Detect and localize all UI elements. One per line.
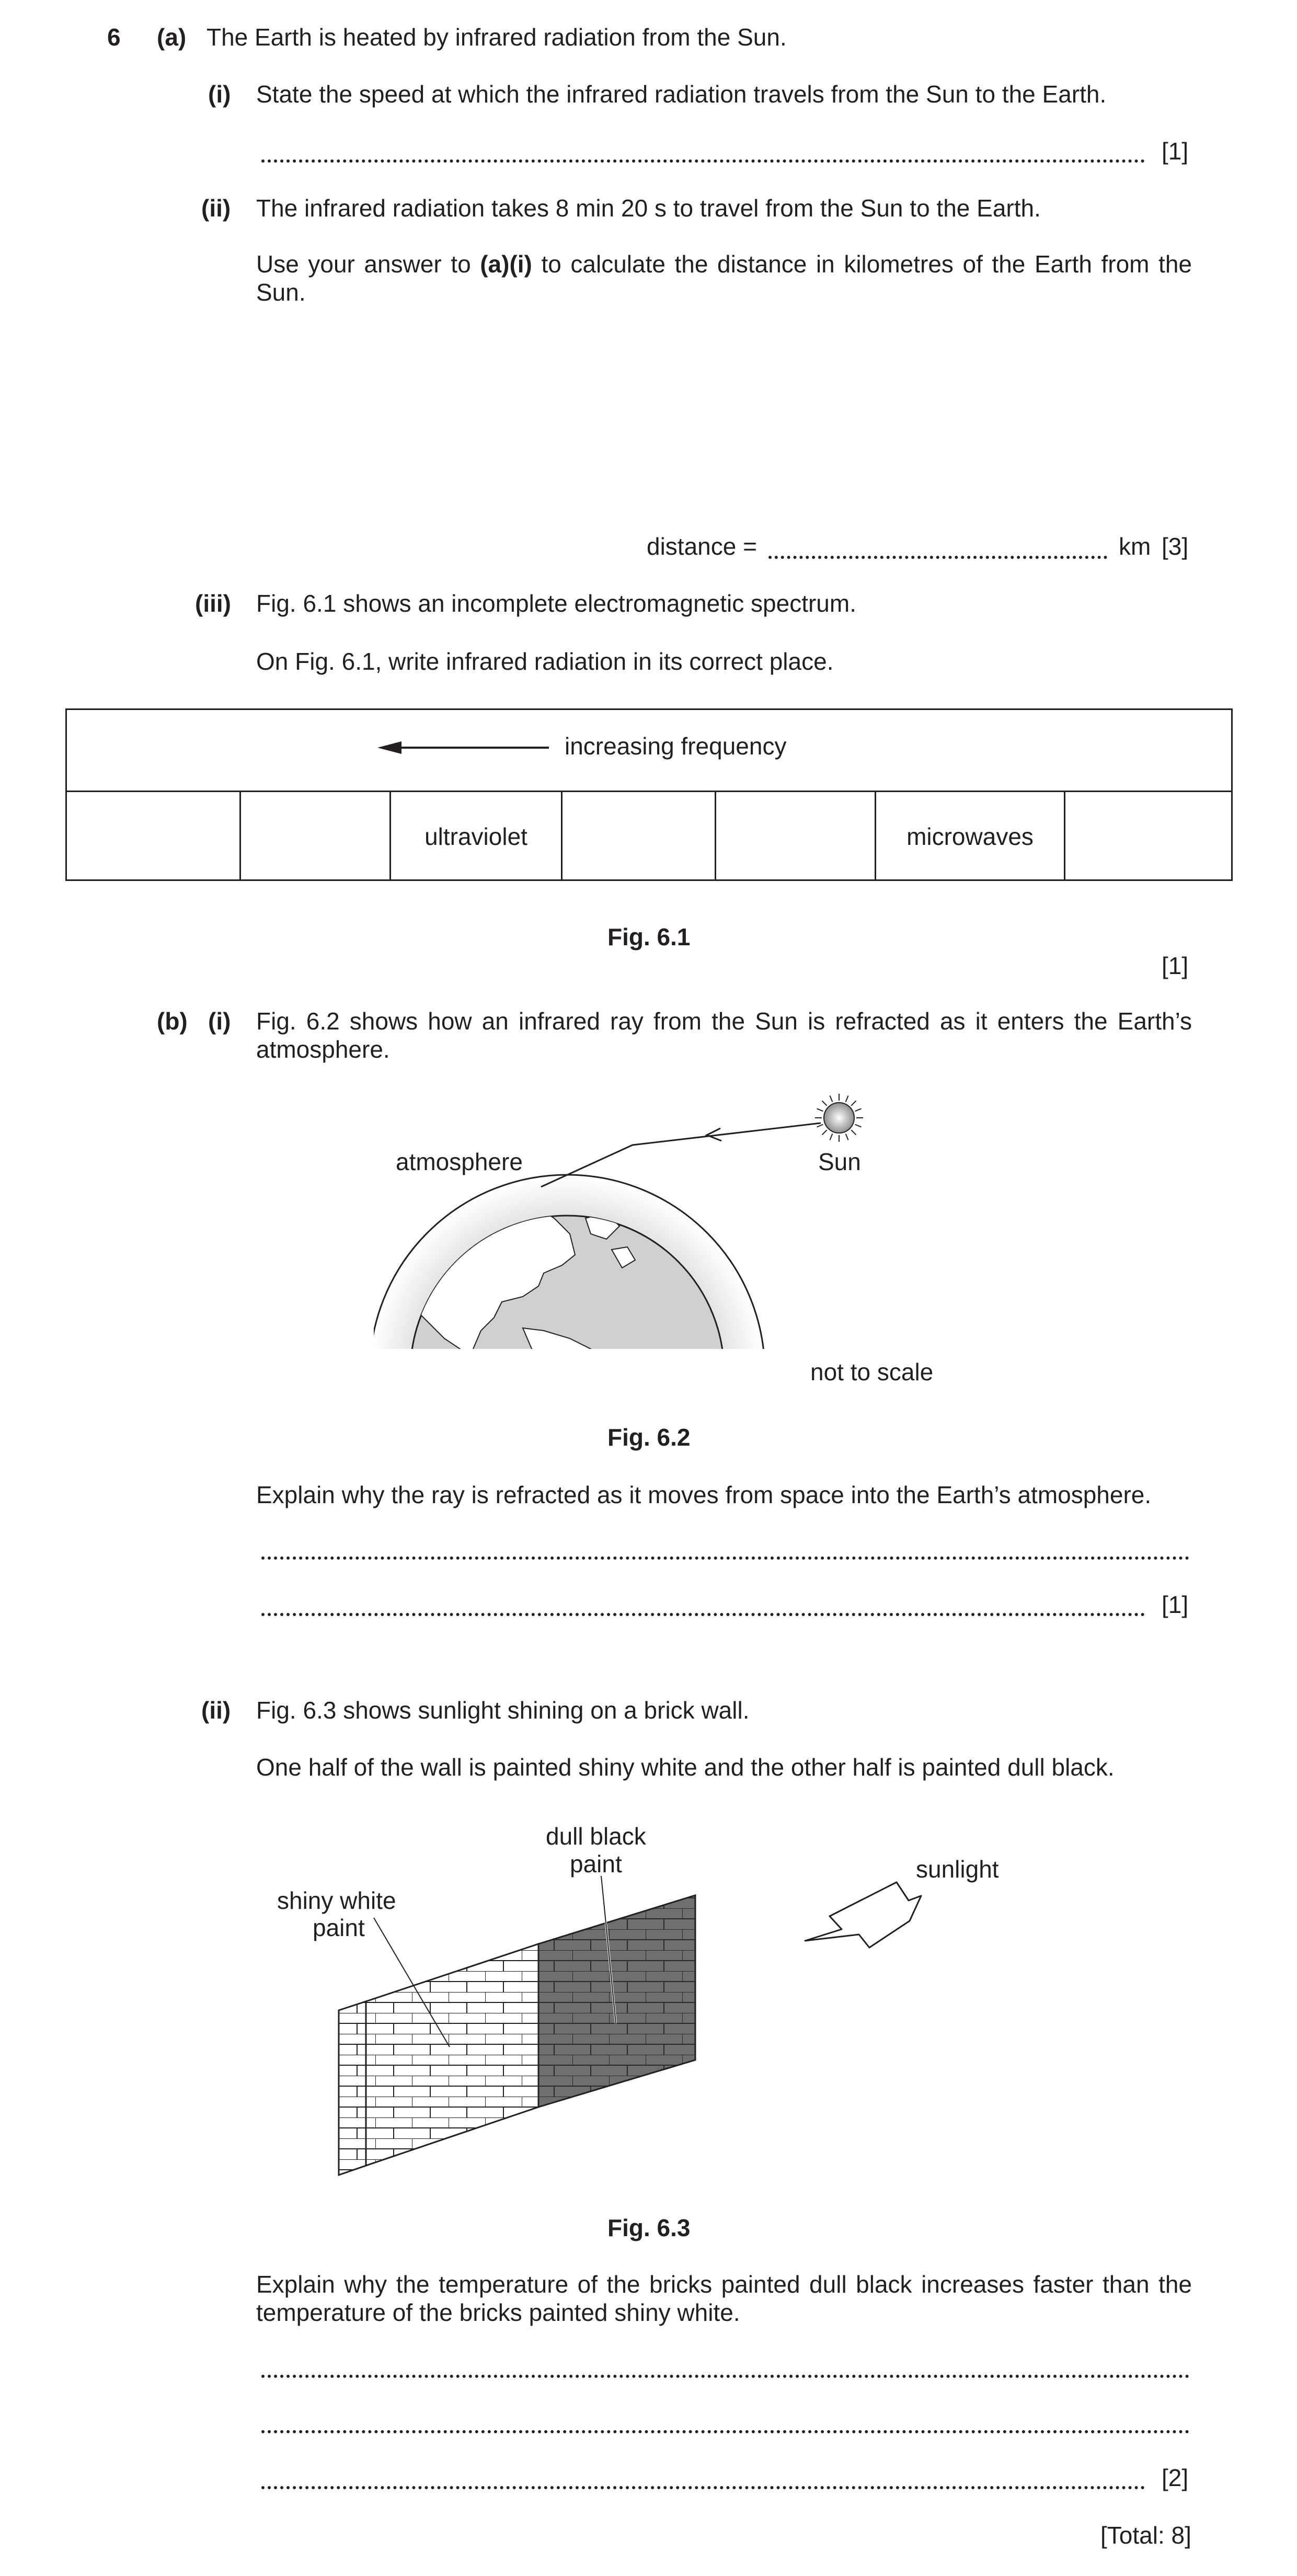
marks-a-i: [1] bbox=[1162, 138, 1189, 165]
sun-ray bbox=[830, 1134, 832, 1140]
sun-ray bbox=[846, 1096, 848, 1102]
dull-black-label-line2: paint bbox=[570, 1850, 622, 1877]
sun-icon bbox=[824, 1103, 854, 1133]
sunlight-label: sunlight bbox=[916, 1856, 999, 1883]
part-a-iii-label: (iii) bbox=[195, 590, 231, 617]
marks-a-iii: [1] bbox=[1162, 952, 1189, 979]
earth-atmosphere-diagram bbox=[366, 1087, 878, 1359]
part-b-i-text: Fig. 6.2 shows how an infrared ray from the Sun is refracted as it enters the Earth’s atmosphere. bbox=[256, 1007, 1192, 1063]
marks-b-ii: [2] bbox=[1162, 2464, 1189, 2491]
part-b-ii-text2: One half of the wall is painted shiny white and the other half is painted dull black. bbox=[256, 1754, 1115, 1781]
wall-end-face bbox=[339, 2001, 366, 2175]
part-a-text: The Earth is heated by infrared radiation from the Sun. bbox=[206, 24, 787, 51]
part-a-iii-instruction: On Fig. 6.1, write infrared radiation in its correct place. bbox=[256, 648, 834, 675]
wall-face-black bbox=[538, 1895, 695, 2107]
question-number: 6 bbox=[107, 24, 121, 51]
shiny-white-label-line1: shiny white bbox=[277, 1887, 396, 1914]
marks-a-ii: [3] bbox=[1162, 533, 1189, 560]
em-cell-5[interactable] bbox=[716, 792, 875, 881]
distance-unit: km bbox=[1119, 533, 1151, 560]
sun-ray bbox=[855, 1125, 861, 1127]
answer-line-b-ii-3[interactable] bbox=[261, 2486, 1145, 2489]
total-marks: [Total: 8] bbox=[1100, 2522, 1191, 2549]
answer-line-b-ii-2[interactable] bbox=[261, 2430, 1189, 2433]
em-cell-7[interactable] bbox=[1065, 792, 1231, 881]
sun-ray bbox=[846, 1134, 848, 1140]
sun-ray bbox=[855, 1108, 861, 1111]
fig-6-3-caption: Fig. 6.3 bbox=[607, 2214, 691, 2241]
part-b-ii-text: Fig. 6.3 shows sunlight shining on a brick wall. bbox=[256, 1697, 750, 1724]
answer-line-b-i-1[interactable] bbox=[261, 1556, 1189, 1560]
part-a-ii-label: (ii) bbox=[201, 194, 231, 222]
sun-ray bbox=[851, 1130, 856, 1135]
part-a-iii-text: Fig. 6.1 shows an incomplete electromagnetic spectrum. bbox=[256, 590, 856, 617]
sun-ray bbox=[830, 1096, 832, 1102]
part-a-ii-instruction: Use your answer to (a)(i) to calculate the distance in kilometres of the Earth from the Sun. bbox=[256, 250, 1192, 306]
answer-line-b-ii-1[interactable] bbox=[261, 2375, 1189, 2378]
distance-answer-line[interactable] bbox=[768, 556, 1107, 559]
fig-6-1-caption: Fig. 6.1 bbox=[607, 923, 691, 951]
marks-b-i: [1] bbox=[1162, 1591, 1189, 1618]
em-cell-4[interactable] bbox=[563, 792, 715, 881]
part-a-ii-text: The infrared radiation takes 8 min 20 s to travel from the Sun to the Earth. bbox=[256, 194, 1041, 222]
sun-ray bbox=[822, 1101, 827, 1105]
distance-label: distance = bbox=[647, 533, 757, 560]
dull-black-label-line1: dull black bbox=[546, 1823, 646, 1850]
shiny-white-label-line2: paint bbox=[313, 1914, 365, 1941]
increasing-frequency-arrow bbox=[366, 737, 554, 758]
sun-ray bbox=[817, 1125, 823, 1127]
not-to-scale-label: not to scale bbox=[810, 1358, 934, 1386]
em-cell-microwaves: microwaves bbox=[906, 823, 1034, 850]
sunlight-arrow bbox=[805, 1882, 921, 1948]
answer-line-b-i-2[interactable] bbox=[261, 1613, 1145, 1616]
increasing-frequency-label: increasing frequency bbox=[565, 732, 787, 760]
part-a-i-label: (i) bbox=[208, 81, 231, 108]
part-b-ii-question: Explain why the temperature of the bricks painted dull black increases faster than the temperature of the bricks painted shiny white. bbox=[256, 2271, 1192, 2326]
part-b-i-label: (i) bbox=[208, 1007, 231, 1035]
sun-label: Sun bbox=[818, 1148, 861, 1175]
part-a-label: (a) bbox=[157, 24, 187, 51]
sun-ray bbox=[822, 1130, 827, 1135]
answer-line-a-i[interactable] bbox=[261, 159, 1145, 163]
fig-6-2-caption: Fig. 6.2 bbox=[607, 1424, 691, 1451]
part-b-i-question: Explain why the ray is refracted as it moves from space into the Earth’s atmosphere. bbox=[256, 1481, 1152, 1508]
sun-ray bbox=[851, 1101, 856, 1105]
em-cell-1[interactable] bbox=[67, 792, 239, 881]
sun-ray bbox=[817, 1108, 823, 1111]
part-b-ii-label: (ii) bbox=[201, 1697, 231, 1724]
atmosphere-label: atmosphere bbox=[396, 1148, 523, 1175]
em-cell-2[interactable] bbox=[241, 792, 389, 881]
em-cell-ultraviolet: ultraviolet bbox=[424, 823, 527, 850]
part-b-label: (b) bbox=[157, 1007, 188, 1035]
wall-face-white bbox=[366, 1944, 538, 2166]
part-a-i-text: State the speed at which the infrared radiation travels from the Sun to the Earth. bbox=[256, 81, 1107, 108]
